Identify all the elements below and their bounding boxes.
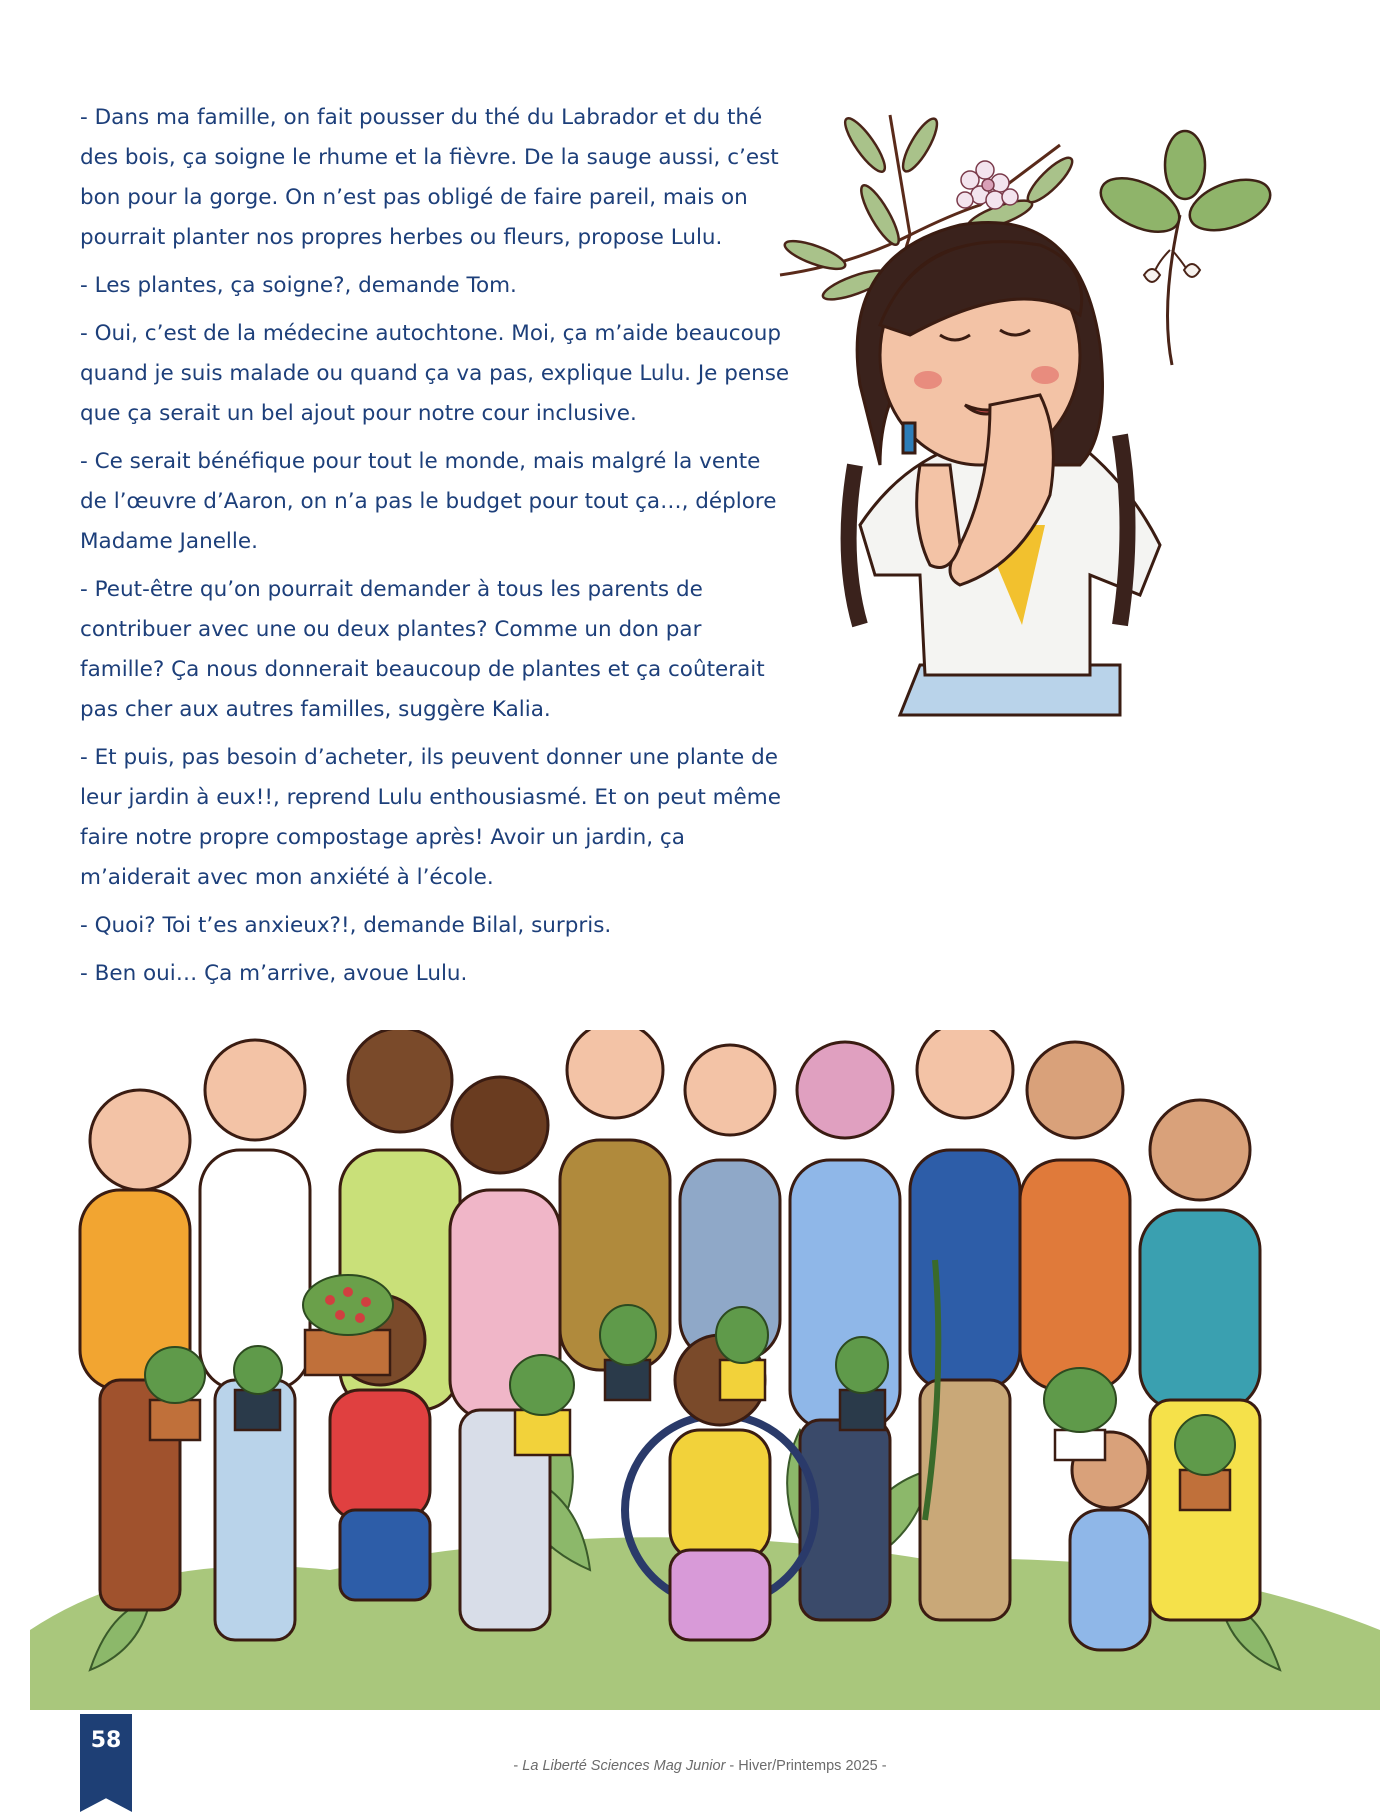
story-paragraph: - Quoi? Toi t’es anxieux?!, demande Bilal, surpris.	[80, 913, 612, 938]
story-text	[80, 98, 790, 1002]
story-paragraph: - Ben oui… Ça m’arrive, avoue Lulu.	[80, 961, 468, 986]
page-number: 58	[90, 1728, 122, 1753]
labrador-tea-flowers	[957, 161, 1018, 209]
bell-flower-sprig	[1093, 131, 1277, 365]
issue-label: - Hiver/Printemps 2025 -	[725, 1758, 887, 1774]
community-group-illustration	[30, 1030, 1380, 1710]
story-paragraph: - Ce serait bénéfique pour tout le monde, mais malgré la vente de l’œuvre d’Aaron, on n’a pas le budget pour tout ça…, déplore Madame Janelle.	[80, 449, 777, 554]
story-paragraph: - Oui, c’est de la médecine autochtone. Moi, ça m’aide beaucoup quand je suis malade ou quand ça va pas, explique Lulu. Je pense que ça serait un bel ajout pour notre cour inclusive.	[80, 321, 790, 426]
footer-credit	[0, 1758, 1400, 1774]
magazine-title: La Liberté Sciences Mag Junior	[522, 1758, 726, 1774]
story-paragraph: - Peut-être qu’on pourrait demander à tous les parents de contribuer avec une ou deux plantes? Comme un don par famille? Ça nous donnerait beaucoup de plantes et ça coûterait pas cher aux autres familles, suggère Kalia.	[80, 577, 765, 722]
story-paragraph: - Dans ma famille, on fait pousser du thé du Labrador et du thé des bois, ça soigne le rhume et la fièvre. De la sauge aussi, c’est bon pour la gorge. On n’est pas obligé de faire pareil, mais on pourrait planter nos propres herbes ou fleurs, propose Lulu.	[80, 105, 779, 250]
footer-prefix: -	[513, 1758, 523, 1774]
story-paragraph: - Et puis, pas besoin d’acheter, ils peuvent donner une plante de leur jardin à eux!!, reprend Lulu enthousiasmé. Et on peut même faire notre propre compostage après! Avoir un jardin, ça m’aiderait avec mon anxiété à l’école.	[80, 745, 781, 890]
story-paragraph: - Les plantes, ça soigne?, demande Tom.	[80, 273, 517, 298]
girl-lulu	[849, 223, 1160, 716]
girl-with-plants-illustration	[760, 105, 1360, 825]
